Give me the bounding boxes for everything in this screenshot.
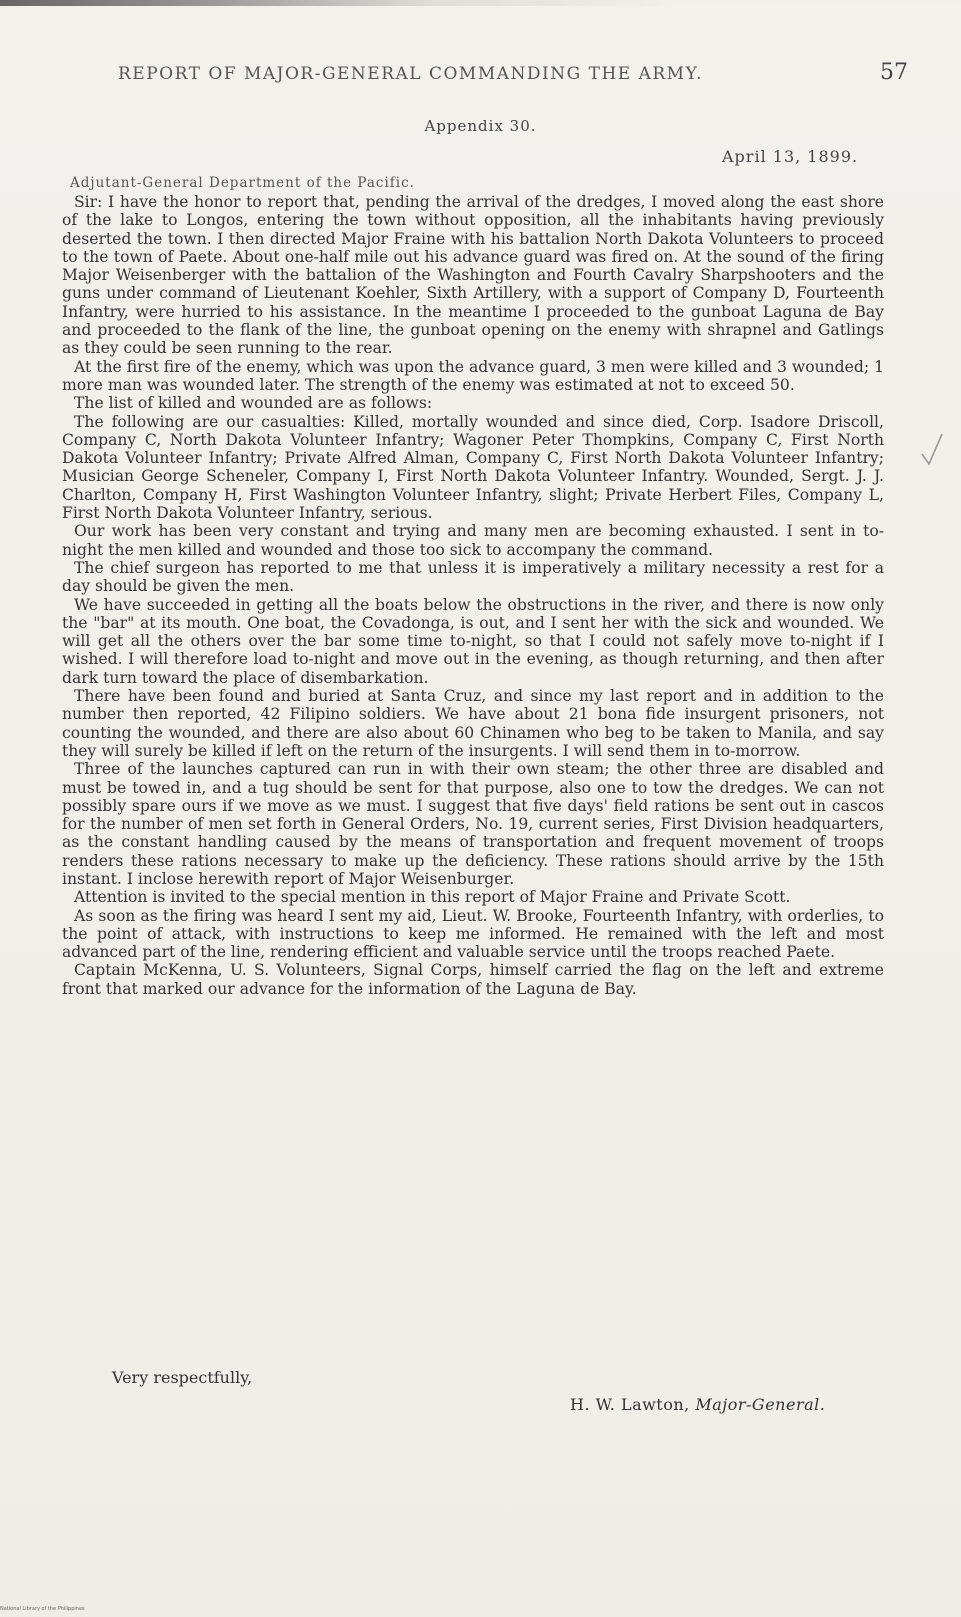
paragraph: Three of the launches captured can run in with their own steam; the other three are disabled and must be towed in, and a tug should be sent for that purpose, also one to tow the dredges. We can not possibly spare ours if we move as we must. I suggest that five days' field rations be sent out in cascos for the number of men set forth in General Orders, No. 19, current series, First Division headquarters, as the constant handling caused by the means of transportation and frequent movement of troops renders these rations necessary to make up the deficiency. These rations should arrive by the 15th instant. I inclose herewith report of Major Weisenburger. — [62, 760, 884, 888]
paragraph: The following are our casualties: Killed, mortally wounded and since died, Corp. Isadore Driscoll, Company C, North Dakota Volunteer Infantry; Wagoner Peter Thompkins, Company C, First North Dakota Volunteer Infantry; Private Alfred Alman, Company C, First North Dakota Volunteer Infantry; Musician George Scheneler, Company I, First North Dakota Volunteer Infantry. Wounded, Sergt. J. J. Charlton, Company H, First Washington Volunteer Infantry, slight; Private Herbert Files, Company L, First North Dakota Volunteer Infantry, serious. — [62, 412, 884, 523]
signature-name: H. W. Lawton, — [570, 1395, 690, 1414]
signature-title: Major-General. — [695, 1395, 826, 1414]
page-number: 57 — [880, 60, 908, 85]
paragraph: We have succeeded in getting all the boats below the obstructions in the river, and there is now only the "bar" at its mouth. One boat, the Covadonga, is out, and I sent her with the sick and wounded. We will get all the others over the bar some time to-night, so that I could not safely move to-night if I wished. I will therefore load to-night and move out in the evening, as though returning, and then after dark turn toward the place of disembarkation. — [62, 595, 884, 687]
letter-date: April 13, 1899. — [722, 147, 859, 166]
paragraph: The list of killed and wounded are as follows: — [74, 394, 433, 413]
addressee: Adjutant-General Department of the Pacific. — [70, 175, 415, 191]
signature — [570, 1395, 825, 1414]
check-mark-icon — [920, 430, 944, 470]
letter-body — [62, 193, 884, 998]
paragraph: Sir: I have the honor to report that, pending the arrival of the dredges, I moved along the east shore of the lake to Longos, entering the town without opposition, all the inhabitants having previously deserted the town. I then directed Major Fraine with his battalion North Dakota Volunteers to proceed to the town of Paete. About one-half mile out his advance guard was fired on. At the sound of the firing Major Weisenberger with the battalion of the Washington and Fourth Cavalry Sharpshooters and the guns under command of Lieutenant Koehler, Sixth Artillery, with a support of Company D, Fourteenth Infantry, were hurried to his assistance. In the meantime I proceeded to the gunboat Laguna de Bay and proceeded to the flank of the line, the gunboat opening on the enemy with shrapnel and Gatlings as they could be seen running to the rear. — [62, 193, 884, 358]
closing: Very respectfully, — [112, 1368, 253, 1387]
header-title: REPORT OF MAJOR-GENERAL COMMANDING THE ARMY. — [118, 64, 703, 84]
running-header — [118, 60, 908, 88]
paragraph: As soon as the firing was heard I sent my aid, Lieut. W. Brooke, Fourteenth Infantry, with orderlies, to the point of attack, with instructions to keep me informed. He remained with the left and most advanced part of the line, rendering efficient and valuable service until the troops reached Paete. — [62, 906, 884, 962]
footer-credit: National Library of the Philippines — [0, 1606, 85, 1612]
paragraph: There have been found and buried at Santa Cruz, and since my last report and in addition to the number then reported, 42 Filipino soldiers. We have about 21 bona fide insurgent prisoners, not counting the wounded, and there are also about 60 Chinamen who beg to be taken to Manila, and say they will surely be killed if left on the return of the insurgents. I will send them in to-morrow. — [62, 687, 884, 760]
paragraph: Captain McKenna, U. S. Volunteers, Signal Corps, himself carried the flag on the left and extreme front that marked our advance for the information of the Laguna de Bay. — [62, 961, 884, 998]
paragraph: The chief surgeon has reported to me that unless it is imperatively a military necessity a rest for a day should be given the men. — [62, 558, 884, 596]
paragraph: Attention is invited to the special mention in this report of Major Fraine and Private Scott. — [74, 888, 791, 907]
paragraph: Our work has been very constant and trying and many men are becoming exhausted. I sent in to-night the men killed and wounded and those too sick to accompany the command. — [62, 522, 884, 559]
appendix-heading: Appendix 30. — [424, 117, 537, 135]
page-edge-shadow — [0, 0, 961, 6]
paragraph: At the first fire of the enemy, which was upon the advance guard, 3 men were killed and 3 wounded; 1 more man was wounded later. The strength of the enemy was estimated at not to exceed 50. — [62, 357, 885, 394]
